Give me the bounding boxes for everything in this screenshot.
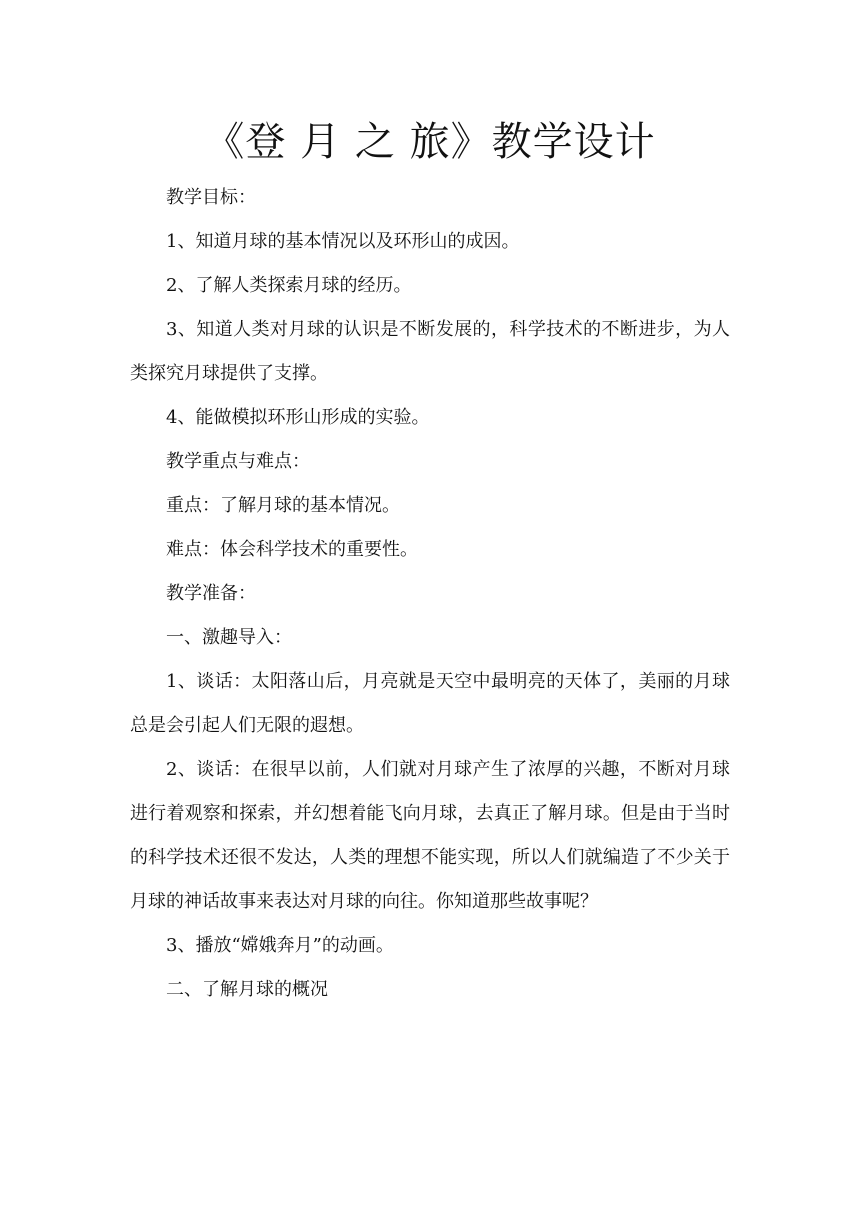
paragraph-goal-3: 3、知道人类对月球的认识是不断发展的，科学技术的不断进步，为人类探究月球提供了支撑。 [130,319,730,384]
paragraph-section-1-heading: 一、激趣导入： [166,627,292,648]
paragraph-goal-2: 2、了解人类探索月球的经历。 [166,275,412,296]
paragraph-goal-4: 4、能做模拟环形山形成的实验。 [166,407,430,428]
document-title: 《登 月 之 旅》教学设计 [204,119,656,165]
paragraph-preparation-heading: 教学准备： [166,583,256,604]
paragraph-goal-1: 1、知道月球的基本情况以及环形山的成因。 [166,231,520,252]
paragraph-section-2-heading: 二、了解月球的概况 [166,979,328,1000]
paragraph-teaching-goals-heading: 教学目标： [166,187,256,208]
paragraph-talk-1: 1、谈话：太阳落山后，月亮就是天空中最明亮的天体了，美丽的月球总是会引起人们无限的遐想。 [130,671,730,736]
paragraph-key-points-heading: 教学重点与难点： [166,451,310,472]
paragraph-talk-2: 2、谈话：在很早以前，人们就对月球产生了浓厚的兴趣，不断对月球进行着观察和探索，并幻想着能飞向月球，去真正了解月球。但是由于当时的科学技术还很不发达，人类的理想不能实现，所以人们就编造了不少关于月球的神话故事来表达对月球的向往。你知道那些故事呢？ [130,759,730,912]
paragraph-difficulty: 难点：体会科学技术的重要性。 [166,539,418,560]
document-body [130,176,730,1012]
paragraph-play-animation: 3、播放“嫦娥奔月”的动画。 [166,935,394,956]
paragraph-key-point: 重点：了解月球的基本情况。 [166,495,400,516]
